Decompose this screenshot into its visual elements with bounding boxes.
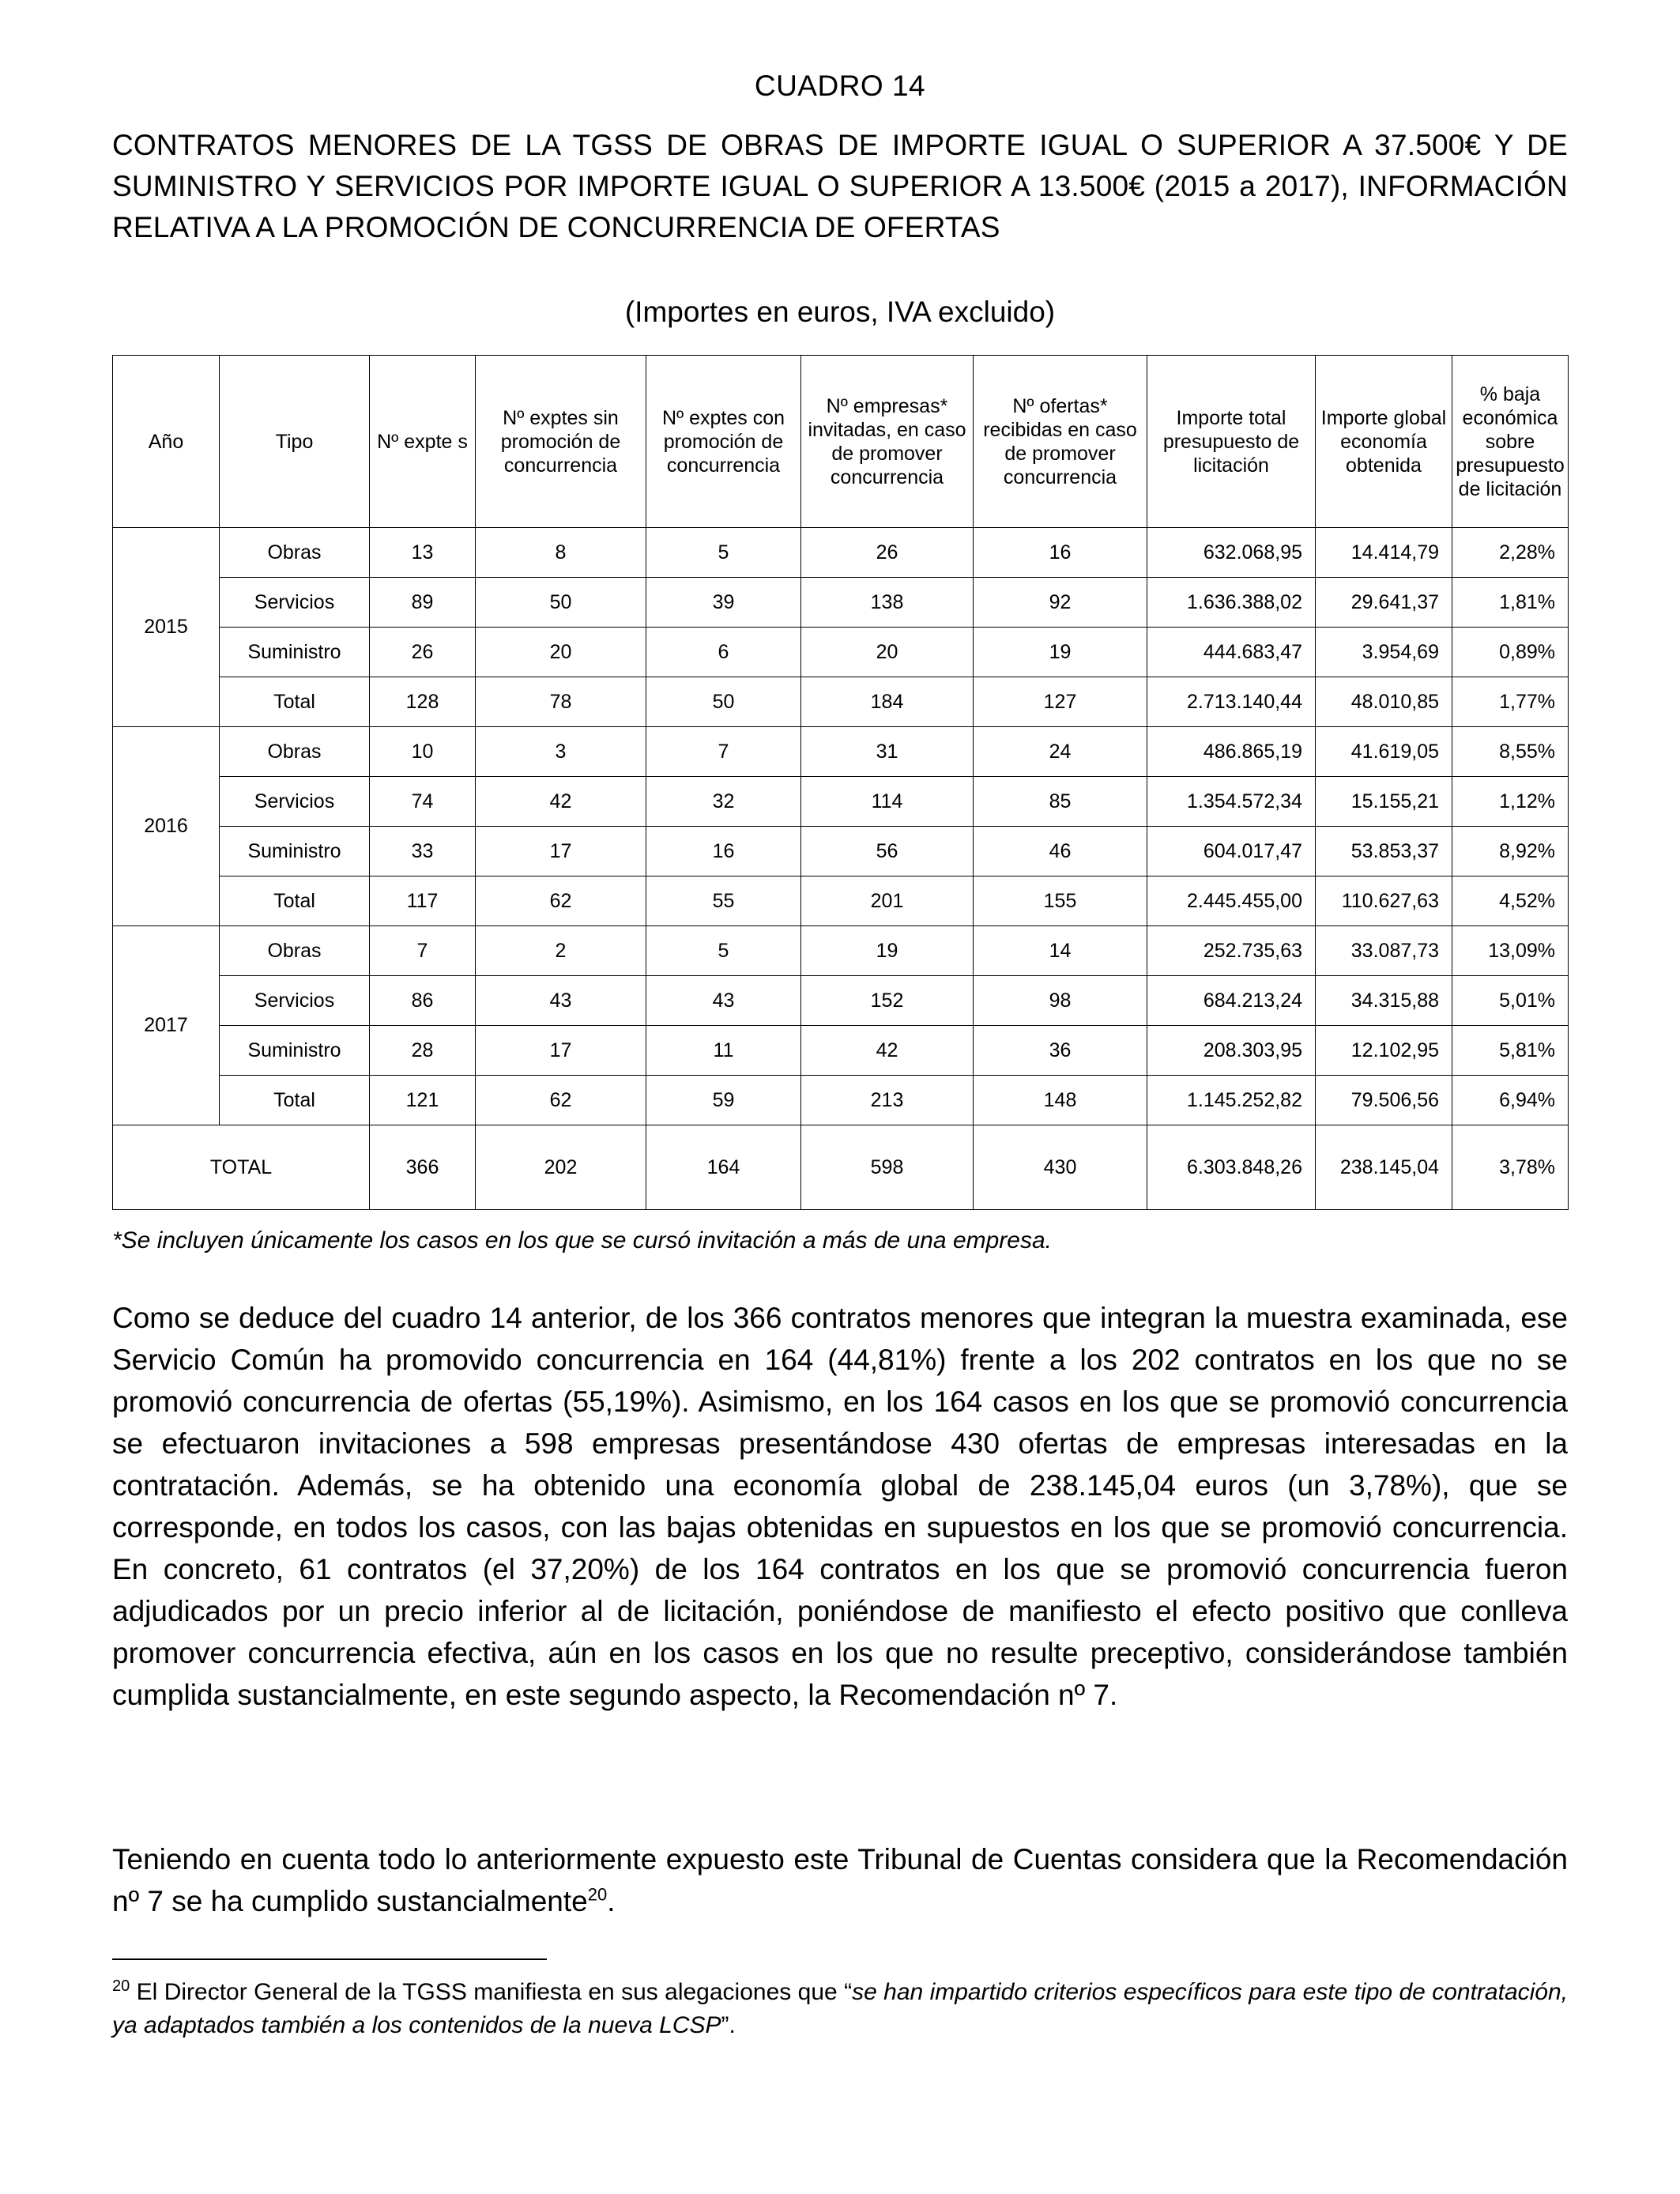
table-row (113, 777, 1569, 827)
grand-total-cell: 164 (646, 1125, 801, 1210)
col-header-tipo: Tipo (220, 356, 370, 528)
cell-n-exptes: 33 (370, 827, 476, 876)
cell-ofertas: 36 (974, 1026, 1147, 1076)
cell-importe-total: 1.145.252,82 (1147, 1076, 1316, 1125)
grand-total-cell: 598 (801, 1125, 974, 1210)
cell-n-exptes: 26 (370, 628, 476, 677)
col-header-ano: Año (113, 356, 220, 528)
cell-con-promocion: 5 (646, 926, 801, 976)
cell-baja: 4,52% (1452, 876, 1569, 926)
col-header-ofertas-recibidas: Nº ofertas* recibidas en caso de promover concurrencia (974, 356, 1147, 528)
cell-empresas: 19 (801, 926, 974, 976)
table-row (113, 578, 1569, 628)
cell-economia: 34.315,88 (1316, 976, 1452, 1026)
cell-economia: 33.087,73 (1316, 926, 1452, 976)
cell-empresas: 201 (801, 876, 974, 926)
cell-sin-promocion: 62 (476, 1076, 646, 1125)
table-units-note: (Importes en euros, IVA excluido) (624, 296, 1056, 328)
footnote-tail: ”. (721, 2012, 736, 2038)
cell-baja: 2,28% (1452, 528, 1569, 578)
cell-ofertas: 16 (974, 528, 1147, 578)
cell-tipo: Suministro (220, 1026, 370, 1076)
table-row (113, 1076, 1569, 1125)
cell-importe-total: 486.865,19 (1147, 727, 1316, 777)
cell-economia: 15.155,21 (1316, 777, 1452, 827)
cell-con-promocion: 32 (646, 777, 801, 827)
cell-tipo: Suministro (220, 628, 370, 677)
cell-ofertas: 92 (974, 578, 1147, 628)
cell-empresas: 42 (801, 1026, 974, 1076)
cell-tipo: Obras (220, 926, 370, 976)
cell-con-promocion: 16 (646, 827, 801, 876)
col-header-economia: Importe global economía obtenida (1316, 356, 1452, 528)
cell-baja: 13,09% (1452, 926, 1569, 976)
table-row (113, 528, 1569, 578)
cell-con-promocion: 5 (646, 528, 801, 578)
table-row (113, 727, 1569, 777)
cell-sin-promocion: 8 (476, 528, 646, 578)
grand-total-cell: 238.145,04 (1316, 1125, 1452, 1210)
cell-economia: 41.619,05 (1316, 727, 1452, 777)
cell-baja: 1,77% (1452, 677, 1569, 727)
cell-con-promocion: 50 (646, 677, 801, 727)
cell-tipo: Obras (220, 727, 370, 777)
footnote-number: 20 (112, 1977, 130, 1995)
table-row (113, 677, 1569, 727)
cell-sin-promocion: 3 (476, 727, 646, 777)
cell-tipo: Total (220, 677, 370, 727)
grand-total-cell: 3,78% (1452, 1125, 1569, 1210)
cell-con-promocion: 39 (646, 578, 801, 628)
cell-n-exptes: 86 (370, 976, 476, 1026)
cell-economia: 79.506,56 (1316, 1076, 1452, 1125)
footnote-lead: El Director General de la TGSS manifiesta en sus alegaciones que “ (130, 1979, 853, 2005)
cell-baja: 8,55% (1452, 727, 1569, 777)
grand-total-cell: 6.303.848,26 (1147, 1125, 1316, 1210)
cell-importe-total: 2.445.455,00 (1147, 876, 1316, 926)
cell-economia: 110.627,63 (1316, 876, 1452, 926)
cell-tipo: Servicios (220, 578, 370, 628)
cell-empresas: 114 (801, 777, 974, 827)
cell-n-exptes: 10 (370, 727, 476, 777)
cell-empresas: 138 (801, 578, 974, 628)
cell-baja: 5,81% (1452, 1026, 1569, 1076)
cell-baja: 0,89% (1452, 628, 1569, 677)
cell-con-promocion: 43 (646, 976, 801, 1026)
col-header-baja: % baja económica sobre presupuesto de licitación (1452, 356, 1569, 528)
cell-baja: 8,92% (1452, 827, 1569, 876)
cell-sin-promocion: 78 (476, 677, 646, 727)
year-cell: 2016 (113, 727, 220, 926)
cell-economia: 53.853,37 (1316, 827, 1452, 876)
cell-tipo: Obras (220, 528, 370, 578)
grand-total-cell: 430 (974, 1125, 1147, 1210)
cell-empresas: 26 (801, 528, 974, 578)
cell-empresas: 184 (801, 677, 974, 727)
cell-empresas: 31 (801, 727, 974, 777)
cell-ofertas: 98 (974, 976, 1147, 1026)
paragraph-2-text: Teniendo en cuenta todo lo anteriormente expuesto este Tribunal de Cuentas considera que la Recomendación nº 7 se ha cumplido sustancialmente (112, 1843, 1568, 1917)
table-row (113, 628, 1569, 677)
cell-baja: 6,94% (1452, 1076, 1569, 1125)
cell-con-promocion: 59 (646, 1076, 801, 1125)
cell-importe-total: 2.713.140,44 (1147, 677, 1316, 727)
contracts-table (112, 355, 1569, 1210)
cell-con-promocion: 11 (646, 1026, 801, 1076)
table-row (113, 1026, 1569, 1076)
cell-ofertas: 14 (974, 926, 1147, 976)
cell-con-promocion: 55 (646, 876, 801, 926)
cell-economia: 14.414,79 (1316, 528, 1452, 578)
cell-sin-promocion: 50 (476, 578, 646, 628)
cell-baja: 5,01% (1452, 976, 1569, 1026)
table-number: CUADRO 14 (754, 70, 926, 102)
footnote-reference: 20 (587, 1884, 608, 1905)
cell-importe-total: 604.017,47 (1147, 827, 1316, 876)
cell-ofertas: 148 (974, 1076, 1147, 1125)
cell-n-exptes: 117 (370, 876, 476, 926)
col-header-empresas-invitadas: Nº empresas* invitadas, en caso de promover concurrencia (801, 356, 974, 528)
table-row (113, 926, 1569, 976)
cell-importe-total: 1.354.572,34 (1147, 777, 1316, 827)
grand-total-cell: 366 (370, 1125, 476, 1210)
cell-importe-total: 208.303,95 (1147, 1026, 1316, 1076)
footnote-quote: se han impartido criterios específicos para este tipo de contratación, ya adaptados también a los contenidos de la nueva LCSP (112, 1979, 1568, 2038)
cell-n-exptes: 13 (370, 528, 476, 578)
cell-tipo: Servicios (220, 976, 370, 1026)
cell-sin-promocion: 20 (476, 628, 646, 677)
cell-economia: 48.010,85 (1316, 677, 1452, 727)
cell-ofertas: 19 (974, 628, 1147, 677)
cell-sin-promocion: 2 (476, 926, 646, 976)
cell-importe-total: 252.735,63 (1147, 926, 1316, 976)
cell-sin-promocion: 62 (476, 876, 646, 926)
footnote (112, 1976, 1568, 2042)
cell-importe-total: 444.683,47 (1147, 628, 1316, 677)
cell-con-promocion: 6 (646, 628, 801, 677)
cell-baja: 1,12% (1452, 777, 1569, 827)
cell-con-promocion: 7 (646, 727, 801, 777)
cell-ofertas: 46 (974, 827, 1147, 876)
table-footnote: *Se incluyen únicamente los casos en los que se cursó invitación a más de una empresa. (112, 1227, 1052, 1253)
col-header-sin-promocion: Nº exptes sin promoción de concurrencia (476, 356, 646, 528)
grand-total-cell: 202 (476, 1125, 646, 1210)
cell-ofertas: 24 (974, 727, 1147, 777)
cell-economia: 29.641,37 (1316, 578, 1452, 628)
cell-empresas: 213 (801, 1076, 974, 1125)
table-row (113, 876, 1569, 926)
cell-baja: 1,81% (1452, 578, 1569, 628)
table-row (113, 827, 1569, 876)
body-paragraph-1: Como se deduce del cuadro 14 anterior, de los 366 contratos menores que integran la muestra examinada, ese Servicio Común ha promovido concurrencia en 164 (44,81%) frente a los 202 contratos en los que no se promovió concurrencia de ofertas (55,19%). Asimismo, en los 164 casos en los que se promovió concurrencia se efectuaron invitaciones a 598 empresas presentándose 430 ofertas de empresas interesadas en la contratación. Además, se ha obtenido una economía global de 238.145,04 euros (un 3,78%), que se corresponde, en todos los casos, con las bajas obtenidas en supuestos en los que se promovió concurrencia. En concreto, 61 contratos (el 37,20%) de los 164 contratos en los que se promovió concurrencia fueron adjudicados por un precio inferior al de licitación, poniéndose de manifiesto el efecto positivo que conlleva promover concurrencia efectiva, aún en los casos en los que no resulte preceptivo, considerándose también cumplida sustancialmente, en este segundo aspecto, la Recomendación nº 7. (112, 1302, 1568, 1711)
cell-tipo: Total (220, 876, 370, 926)
cell-importe-total: 684.213,24 (1147, 976, 1316, 1026)
table-body (113, 528, 1569, 1210)
cell-ofertas: 85 (974, 777, 1147, 827)
cell-ofertas: 127 (974, 677, 1147, 727)
grand-total-row (113, 1125, 1569, 1210)
cell-tipo: Servicios (220, 777, 370, 827)
col-header-importe-total: Importe total presupuesto de licitación (1147, 356, 1316, 528)
cell-empresas: 20 (801, 628, 974, 677)
cell-importe-total: 632.068,95 (1147, 528, 1316, 578)
grand-total-label: TOTAL (113, 1125, 370, 1210)
cell-n-exptes: 28 (370, 1026, 476, 1076)
body-paragraph-2 (112, 1838, 1568, 1922)
cell-importe-total: 1.636.388,02 (1147, 578, 1316, 628)
table-row (113, 976, 1569, 1026)
col-header-n-exptes: Nº expte s (370, 356, 476, 528)
cell-ofertas: 155 (974, 876, 1147, 926)
year-cell: 2015 (113, 528, 220, 727)
cell-economia: 3.954,69 (1316, 628, 1452, 677)
cell-empresas: 152 (801, 976, 974, 1026)
cell-economia: 12.102,95 (1316, 1026, 1452, 1076)
footnote-divider (112, 1958, 547, 1960)
table-title: CONTRATOS MENORES DE LA TGSS DE OBRAS DE IMPORTE IGUAL O SUPERIOR A 37.500€ Y DE SUMINISTRO Y SERVICIOS POR IMPORTE IGUAL O SUPERIOR A 13.500€ (2015 a 2017), INFORMACIÓN RELATIVA A LA PROMOCIÓN DE CONCURRENCIA DE OFERTAS (112, 129, 1568, 243)
cell-sin-promocion: 17 (476, 827, 646, 876)
cell-tipo: Total (220, 1076, 370, 1125)
cell-n-exptes: 7 (370, 926, 476, 976)
paragraph-2-end: . (607, 1885, 616, 1917)
cell-n-exptes: 128 (370, 677, 476, 727)
table-header-row (113, 356, 1569, 528)
cell-empresas: 56 (801, 827, 974, 876)
cell-tipo: Suministro (220, 827, 370, 876)
cell-n-exptes: 121 (370, 1076, 476, 1125)
year-cell: 2017 (113, 926, 220, 1125)
cell-n-exptes: 89 (370, 578, 476, 628)
cell-n-exptes: 74 (370, 777, 476, 827)
col-header-con-promocion: Nº exptes con promoción de concurrencia (646, 356, 801, 528)
cell-sin-promocion: 43 (476, 976, 646, 1026)
cell-sin-promocion: 42 (476, 777, 646, 827)
cell-sin-promocion: 17 (476, 1026, 646, 1076)
